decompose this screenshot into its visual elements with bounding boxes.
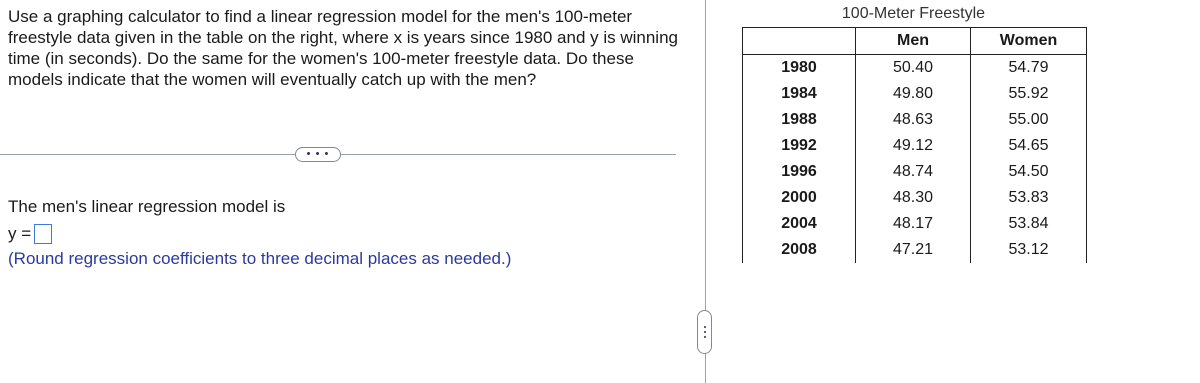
year-cell: 2000 <box>743 185 856 211</box>
table-row <box>743 237 1087 263</box>
women-time-cell: 54.50 <box>971 159 1087 185</box>
women-time-cell: 54.79 <box>971 55 1087 82</box>
men-time-cell: 48.17 <box>856 211 971 237</box>
year-cell: 1980 <box>743 55 856 82</box>
year-cell: 1996 <box>743 159 856 185</box>
vertical-ellipsis-icon <box>704 331 706 333</box>
table-row <box>743 81 1087 107</box>
header-year <box>743 28 856 55</box>
table-row <box>743 159 1087 185</box>
year-cell: 1988 <box>743 107 856 133</box>
section-divider <box>0 147 676 163</box>
women-time-cell: 53.12 <box>971 237 1087 263</box>
regression-answer-input[interactable] <box>34 224 52 244</box>
men-time-cell: 50.40 <box>856 55 971 82</box>
men-time-cell: 47.21 <box>856 237 971 263</box>
women-time-cell: 54.65 <box>971 133 1087 159</box>
year-cell: 2008 <box>743 237 856 263</box>
table-caption: 100-Meter Freestyle <box>841 5 986 22</box>
freestyle-table <box>742 27 1087 263</box>
splitter-handle[interactable] <box>697 310 712 354</box>
header-men: Men <box>856 28 971 55</box>
rounding-hint: (Round regression coefficients to three decimal places as needed.) <box>8 249 512 268</box>
table-row <box>743 185 1087 211</box>
horizontal-ellipsis-icon: • • • <box>306 148 330 160</box>
women-time-cell: 53.83 <box>971 185 1087 211</box>
men-time-cell: 49.80 <box>856 81 971 107</box>
table-row <box>743 107 1087 133</box>
show-more-button[interactable] <box>295 147 341 162</box>
year-cell: 1984 <box>743 81 856 107</box>
year-cell: 2004 <box>743 211 856 237</box>
vertical-ellipsis-icon <box>704 336 706 338</box>
men-time-cell: 48.74 <box>856 159 971 185</box>
question-text: Use a graphing calculator to find a linear regression model for the men's 100-meter freestyle data given in the table on the right, where x is years since 1980 and y is winning time (in seconds). Do the same for the women's 100-meter freestyle data. Do these models indicate that the women will eventually catch up with the men? <box>8 7 678 89</box>
women-time-cell: 53.84 <box>971 211 1087 237</box>
vertical-ellipsis-icon <box>704 326 706 328</box>
men-time-cell: 48.63 <box>856 107 971 133</box>
men-time-cell: 48.30 <box>856 185 971 211</box>
table-row <box>743 211 1087 237</box>
table-row <box>743 133 1087 159</box>
table-row <box>743 55 1087 82</box>
men-time-cell: 49.12 <box>856 133 971 159</box>
year-cell: 1992 <box>743 133 856 159</box>
women-time-cell: 55.92 <box>971 81 1087 107</box>
equation-prefix: y = <box>8 224 32 243</box>
equation-row <box>8 222 52 246</box>
women-time-cell: 55.00 <box>971 107 1087 133</box>
answer-prompt: The men's linear regression model is <box>8 197 286 216</box>
table-header-row <box>743 28 1087 55</box>
header-women: Women <box>971 28 1087 55</box>
